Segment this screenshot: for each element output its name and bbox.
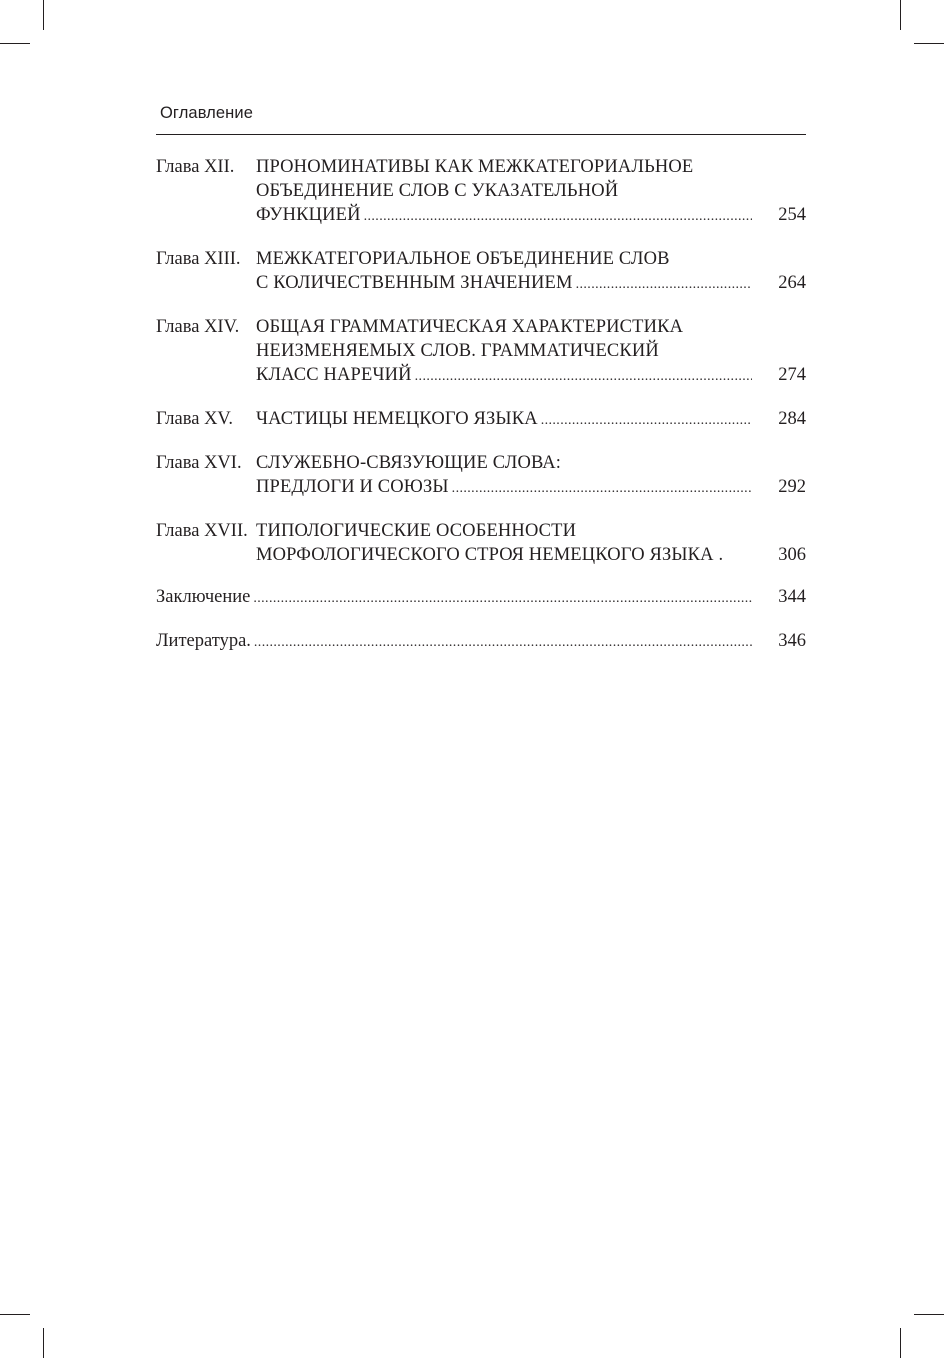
- table-of-contents: [156, 155, 806, 673]
- chapter-title-line: ПРОНОМИНАТИВЫ КАК МЕЖКАТЕГОРИАЛЬНОЕ: [256, 157, 694, 177]
- leader-dots: [573, 273, 752, 297]
- page-number: 292: [778, 477, 806, 497]
- chapter-number: Глава XII.: [156, 157, 235, 177]
- chapter-title-line: ОБЩАЯ ГРАММАТИЧЕСКАЯ ХАРАКТЕРИСТИКА: [256, 317, 684, 337]
- chapter-title-last-line: ЧАСТИЦЫ НЕМЕЦКОГО ЯЗЫКА: [256, 409, 538, 429]
- chapter-number: Глава XIV.: [156, 317, 240, 337]
- leader-dots: [361, 205, 752, 229]
- page-number: 344: [778, 587, 806, 607]
- chapter-title-last-line: ПРЕДЛОГИ И СОЮЗЫ: [256, 477, 449, 497]
- chapter-number: Глава XVII.: [156, 521, 248, 541]
- chapter-title-line: МЕЖКАТЕГОРИАЛЬНОЕ ОБЪЕДИНЕНИЕ СЛОВ: [256, 249, 670, 269]
- leader-dots: [449, 477, 752, 501]
- leader-dots: [250, 587, 752, 611]
- crop-mark-top-right-horizontal: [914, 43, 944, 44]
- crop-mark-top-left-horizontal: [0, 43, 30, 44]
- section-title: Литература.: [156, 631, 251, 651]
- toc-entry[interactable]: [156, 451, 806, 501]
- page-number: 284: [778, 409, 806, 429]
- chapter-title-last-line: С КОЛИЧЕСТВЕННЫМ ЗНАЧЕНИЕМ: [256, 273, 573, 293]
- chapter-number: Глава XVI.: [156, 453, 242, 473]
- toc-entry[interactable]: [156, 247, 806, 297]
- chapter-number: Глава XV.: [156, 409, 234, 429]
- toc-entry[interactable]: [156, 407, 806, 433]
- running-title: Оглавление: [160, 104, 253, 122]
- page-number: 346: [778, 631, 806, 651]
- page-number: 306: [778, 545, 806, 565]
- leader-dots: [412, 365, 752, 389]
- chapter-title-line: НЕИЗМЕНЯЕМЫХ СЛОВ. ГРАММАТИЧЕСКИЙ: [256, 341, 659, 361]
- toc-entry[interactable]: [156, 519, 806, 567]
- chapter-title-last-line: МОРФОЛОГИЧЕСКОГО СТРОЯ НЕМЕЦКОГО ЯЗЫКА .: [256, 545, 724, 565]
- page-number: 274: [778, 365, 806, 385]
- crop-mark-bottom-right-vertical: [900, 1328, 901, 1358]
- chapter-title-line: ТИПОЛОГИЧЕСКИЕ ОСОБЕННОСТИ: [256, 521, 577, 541]
- leader-dots: [538, 409, 752, 433]
- toc-entry-literature[interactable]: [156, 629, 806, 655]
- crop-mark-bottom-right-horizontal: [914, 1314, 944, 1315]
- crop-mark-top-left-vertical: [43, 0, 44, 30]
- chapter-title-last-line: ФУНКЦИЕЙ: [256, 205, 361, 225]
- header-rule: [156, 134, 806, 135]
- chapter-number: Глава XIII.: [156, 249, 241, 269]
- toc-entry-conclusion[interactable]: [156, 585, 806, 611]
- chapter-title-last-line: КЛАСС НАРЕЧИЙ: [256, 365, 412, 385]
- crop-mark-bottom-left-vertical: [43, 1328, 44, 1358]
- chapter-title-line: ОБЪЕДИНЕНИЕ СЛОВ С УКАЗАТЕЛЬНОЙ: [256, 181, 619, 201]
- chapter-title-line: СЛУЖЕБНО-СВЯЗУЮЩИЕ СЛОВА:: [256, 453, 562, 473]
- page-number: 264: [778, 273, 806, 293]
- toc-entry[interactable]: [156, 315, 806, 389]
- page-number: 254: [778, 205, 806, 225]
- section-title: Заключение: [156, 587, 251, 607]
- leader-dots: [251, 631, 752, 655]
- crop-mark-top-right-vertical: [900, 0, 901, 30]
- toc-entry[interactable]: [156, 155, 806, 229]
- crop-mark-bottom-left-horizontal: [0, 1314, 30, 1315]
